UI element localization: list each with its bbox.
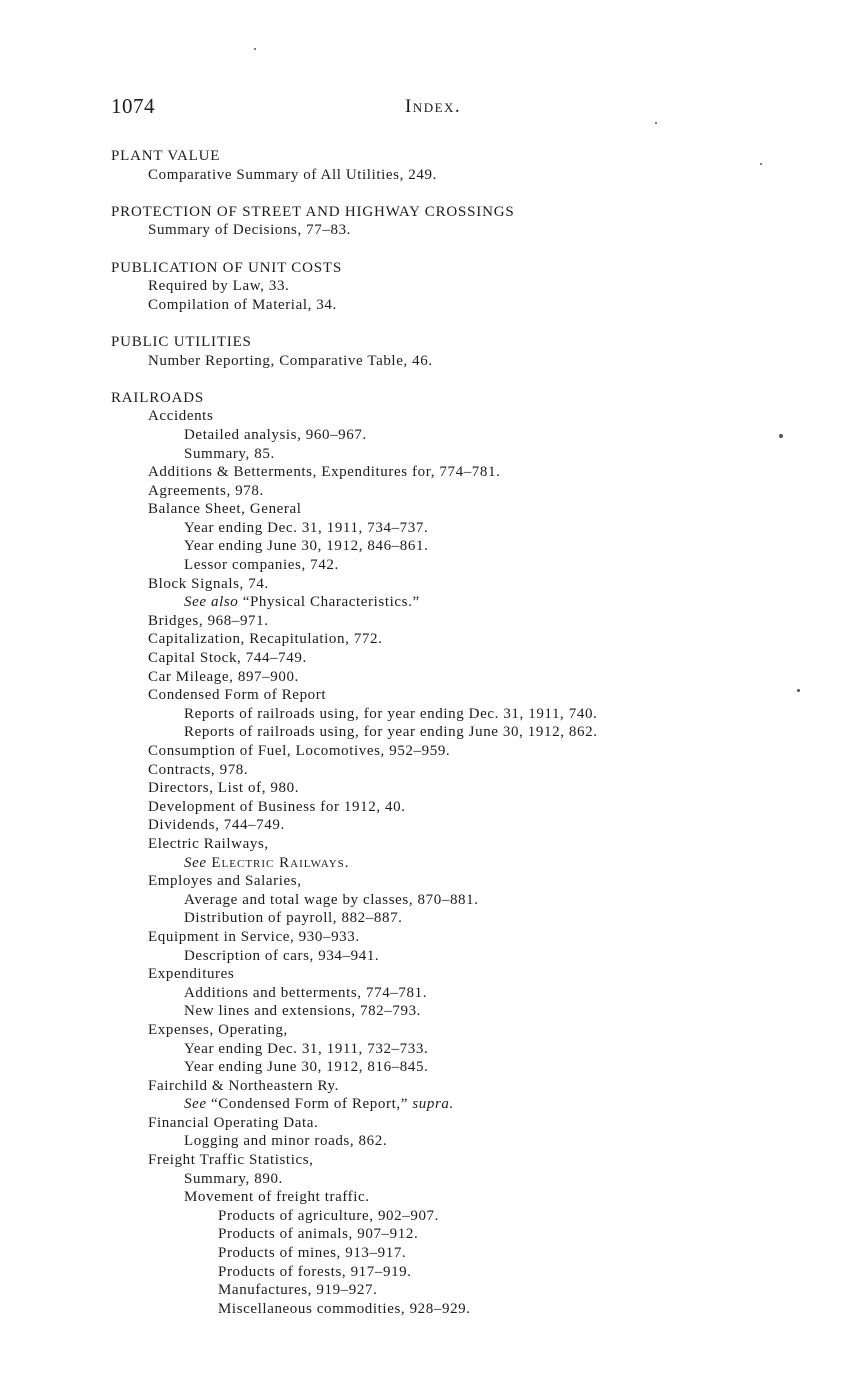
index-entry-level-3 bbox=[111, 1263, 831, 1282]
index-entry-level-1 bbox=[111, 166, 831, 185]
entry-text: Number Reporting, Comparative Table, 46. bbox=[148, 352, 433, 369]
index-entry-level-1 bbox=[111, 779, 831, 798]
entry-text: Condensed Form of Report bbox=[148, 687, 327, 704]
index-entry-level-2 bbox=[111, 854, 831, 873]
index-heading: PUBLIC UTILITIES bbox=[111, 333, 252, 350]
cross-reference-marker: See also bbox=[184, 594, 239, 611]
entry-text: Balance Sheet, General bbox=[148, 501, 302, 518]
index-entry-level-2 bbox=[111, 426, 831, 445]
entry-text: Products of forests, 917–919. bbox=[218, 1263, 412, 1280]
index-entry-level-1 bbox=[111, 668, 831, 687]
section-spacer bbox=[111, 184, 831, 203]
section-spacer bbox=[111, 240, 831, 259]
entry-text: Dividends, 744–749. bbox=[148, 817, 285, 834]
index-entry-level-1 bbox=[111, 296, 831, 315]
entry-text: Expenditures bbox=[148, 966, 235, 983]
entry-text: Additions and betterments, 774–781. bbox=[184, 984, 428, 1001]
cross-reference-target: Electric Railways. bbox=[206, 854, 350, 871]
index-entries bbox=[111, 147, 831, 1318]
index-entry-level-2 bbox=[111, 705, 831, 724]
entry-text: Equipment in Service, 930–933. bbox=[148, 928, 360, 945]
scan-speck bbox=[760, 163, 762, 165]
index-entry-level-1 bbox=[111, 649, 831, 668]
entry-text: Year ending Dec. 31, 1911, 732–733. bbox=[184, 1040, 429, 1057]
index-entry-level-1 bbox=[111, 277, 831, 296]
index-entry-level-1 bbox=[111, 1021, 831, 1040]
entry-text: Products of agriculture, 902–907. bbox=[218, 1207, 440, 1224]
index-entry-level-1 bbox=[111, 500, 831, 519]
index-entry-level-2 bbox=[111, 1095, 831, 1114]
entry-text: Lessor companies, 742. bbox=[184, 557, 339, 574]
index-heading: PLANT VALUE bbox=[111, 148, 221, 164]
index-entry-level-1 bbox=[111, 352, 831, 371]
cross-reference-marker: See bbox=[184, 1096, 207, 1113]
index-heading: PUBLICATION OF UNIT COSTS bbox=[111, 259, 342, 276]
index-entry-level-1 bbox=[111, 928, 831, 947]
index-entry-level-1 bbox=[111, 816, 831, 835]
index-entry-level-2 bbox=[111, 1040, 831, 1059]
entry-text: Average and total wage by classes, 870–881. bbox=[184, 891, 479, 908]
entry-text: Directors, List of, 980. bbox=[148, 780, 300, 797]
entry-text: Accidents bbox=[148, 408, 214, 425]
entry-text: Development of Business for 1912, 40. bbox=[148, 798, 406, 815]
scan-speck bbox=[779, 434, 783, 438]
index-entry-level-1 bbox=[111, 575, 831, 594]
index-entry-level-2 bbox=[111, 1188, 831, 1207]
entry-text: Miscellaneous commodities, 928–929. bbox=[218, 1300, 471, 1317]
index-entry-level-3 bbox=[111, 1281, 831, 1300]
entry-text: Fairchild & Northeastern Ry. bbox=[148, 1077, 340, 1094]
index-entry-level-1 bbox=[111, 835, 831, 854]
index-entry-level-3 bbox=[111, 1207, 831, 1226]
index-entry-level-1 bbox=[111, 761, 831, 780]
index-entry-level-1 bbox=[111, 612, 831, 631]
entry-text: Distribution of payroll, 882–887. bbox=[184, 910, 403, 927]
index-entry-level-2 bbox=[111, 723, 831, 742]
index-entry-level-2 bbox=[111, 947, 831, 966]
entry-text: Description of cars, 934–941. bbox=[184, 947, 380, 964]
index-entry-level-2 bbox=[111, 445, 831, 464]
index-entry-level-1 bbox=[111, 1077, 831, 1096]
entry-text: Employes and Salaries, bbox=[148, 873, 302, 890]
supra-marker: supra. bbox=[412, 1096, 454, 1113]
entry-text: Year ending June 30, 1912, 846–861. bbox=[184, 538, 429, 555]
scan-speck bbox=[254, 48, 256, 50]
cross-reference-marker: See bbox=[184, 854, 207, 871]
index-entry-level-2 bbox=[111, 909, 831, 928]
running-head: Index. bbox=[405, 96, 462, 117]
index-entry-level-3 bbox=[111, 1225, 831, 1244]
page-number: 1074 bbox=[111, 94, 155, 118]
entry-text: Products of mines, 913–917. bbox=[218, 1245, 407, 1262]
index-heading: PROTECTION OF STREET AND HIGHWAY CROSSINGS bbox=[111, 203, 515, 220]
index-entry-level-3 bbox=[111, 1300, 831, 1319]
index-entry-level-2 bbox=[111, 1132, 831, 1151]
entry-text: Agreements, 978. bbox=[148, 482, 264, 499]
entry-text: Compilation of Material, 34. bbox=[148, 296, 337, 313]
index-heading: RAILROADS bbox=[111, 389, 205, 406]
entry-text: Movement of freight traffic. bbox=[184, 1189, 370, 1206]
index-entry-level-1 bbox=[111, 482, 831, 501]
index-entry-level-2 bbox=[111, 984, 831, 1003]
index-entry-level-2 bbox=[111, 593, 831, 612]
entry-text: “Physical Characteristics.” bbox=[238, 594, 420, 611]
entry-text: Reports of railroads using, for year ending June 30, 1912, 862. bbox=[184, 724, 598, 741]
index-entry-level-1 bbox=[111, 686, 831, 705]
entry-text: Expenses, Operating, bbox=[148, 1021, 288, 1038]
entry-text: Products of animals, 907–912. bbox=[218, 1226, 419, 1243]
scan-speck bbox=[797, 689, 800, 692]
entry-text: Freight Traffic Statistics, bbox=[148, 1152, 314, 1169]
index-entry-level-1 bbox=[111, 630, 831, 649]
entry-text: Logging and minor roads, 862. bbox=[184, 1133, 388, 1150]
index-entry-level-1 bbox=[111, 872, 831, 891]
entry-text: Financial Operating Data. bbox=[148, 1114, 319, 1131]
index-entry-level-1 bbox=[111, 742, 831, 761]
entry-text: Summary, 890. bbox=[184, 1170, 283, 1187]
entry-text: Contracts, 978. bbox=[148, 761, 249, 778]
section-spacer bbox=[111, 314, 831, 333]
index-entry-level-1 bbox=[111, 965, 831, 984]
index-entry-level-2 bbox=[111, 537, 831, 556]
index-entry-level-1 bbox=[111, 798, 831, 817]
entry-text: Required by Law, 33. bbox=[148, 278, 290, 295]
entry-text: Manufactures, 919–927. bbox=[218, 1282, 378, 1299]
index-entry-level-2 bbox=[111, 556, 831, 575]
entry-text: Consumption of Fuel, Locomotives, 952–959. bbox=[148, 743, 451, 759]
index-entry-level-2 bbox=[111, 1058, 831, 1077]
entry-text: Reports of railroads using, for year ending Dec. 31, 1911, 740. bbox=[184, 705, 598, 722]
section-spacer bbox=[111, 370, 831, 389]
index-entry-level-1 bbox=[111, 1114, 831, 1133]
index-entry-level-1 bbox=[111, 221, 831, 240]
entry-text: Car Mileage, 897–900. bbox=[148, 668, 299, 685]
entry-text: Summary of Decisions, 77–83. bbox=[148, 222, 352, 239]
index-entry-level-2 bbox=[111, 1002, 831, 1021]
index-entry-level-2 bbox=[111, 519, 831, 538]
scan-speck bbox=[655, 122, 657, 124]
entry-text: New lines and extensions, 782–793. bbox=[184, 1003, 422, 1020]
entry-text: Capitalization, Recapitulation, 772. bbox=[148, 631, 383, 648]
entry-text: Block Signals, 74. bbox=[148, 575, 269, 592]
entry-text: Detailed analysis, 960–967. bbox=[184, 426, 367, 443]
entry-text: Additions & Betterments, Expenditures for, 774–781. bbox=[148, 464, 501, 481]
entry-text: Electric Railways, bbox=[148, 835, 269, 852]
index-entry-level-2 bbox=[111, 891, 831, 910]
entry-text: Bridges, 968–971. bbox=[148, 612, 269, 629]
index-entry-level-1 bbox=[111, 463, 831, 482]
index-entry-level-1 bbox=[111, 1151, 831, 1170]
index-entry-level-3 bbox=[111, 1244, 831, 1263]
entry-text: Year ending June 30, 1912, 816–845. bbox=[184, 1059, 429, 1076]
index-entry-level-1 bbox=[111, 407, 831, 426]
entry-text: Year ending Dec. 31, 1911, 734–737. bbox=[184, 519, 429, 536]
entry-text: Comparative Summary of All Utilities, 249. bbox=[148, 166, 437, 183]
entry-text: Capital Stock, 744–749. bbox=[148, 650, 307, 667]
entry-text: “Condensed Form of Report,” bbox=[206, 1096, 413, 1113]
index-entry-level-2 bbox=[111, 1170, 831, 1189]
entry-text: Summary, 85. bbox=[184, 445, 275, 462]
